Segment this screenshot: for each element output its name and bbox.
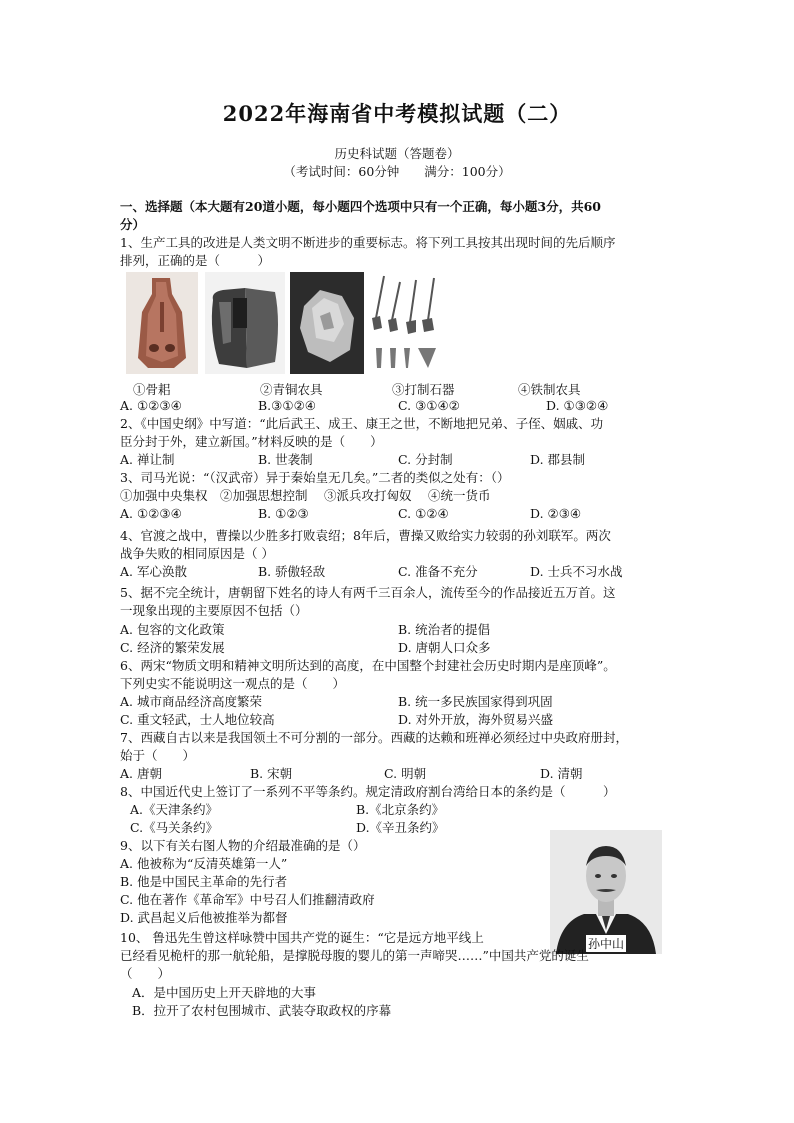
- q5-stem-line1: 5、据不完全统计，唐朝留下姓名的诗人有两千三百余人，流传至今的作品接近五万首。这: [120, 585, 616, 600]
- q4-option-d[interactable]: D. 士兵不习水战: [530, 564, 623, 579]
- section-heading-line1: 一、选择题（本大题有20道小题，每小题四个选项中只有一个正确，每小题3分，共60: [120, 199, 601, 214]
- q1-option-a[interactable]: A. ①②③④: [120, 398, 182, 413]
- q9-option-d[interactable]: D. 武昌起义后他被推举为都督: [120, 910, 288, 925]
- bone-spade-image: [126, 272, 198, 374]
- q2-option-b[interactable]: B. 世袭制: [258, 452, 313, 467]
- q1-stem-line2: 排列，正确的是（ ）: [120, 253, 271, 268]
- portrait-caption: 孙中山: [588, 937, 625, 951]
- q4-stem-line1: 4、官渡之战中，曹操以少胜多打败袁绍；8年后，曹操又败给实力较弱的孙刘联军。两次: [120, 528, 611, 543]
- q1-option-b[interactable]: B.③①②④: [258, 398, 316, 413]
- q8-option-c[interactable]: C.《马关条约》: [130, 820, 219, 835]
- q7-stem-line1: 7、西藏自古以来是我国领土不可分割的一部分。西藏的达赖和班禅必须经过中央政府册封，: [120, 730, 628, 745]
- bronze-tool-image: [205, 272, 285, 374]
- exam-info: （考试时间：60分钟 满分：100分）: [283, 164, 511, 179]
- q2-stem-line2: 臣分封于外，建立新国。”材料反映的是（ ）: [120, 434, 383, 449]
- q6-option-d[interactable]: D. 对外开放，海外贸易兴盛: [398, 712, 554, 727]
- section-heading-line2: 分）: [120, 217, 146, 232]
- q3-option-c[interactable]: C. ①②④: [398, 506, 449, 521]
- q2-option-d[interactable]: D. 郡县制: [530, 452, 586, 467]
- q1-option-c[interactable]: C. ③①④②: [398, 398, 460, 413]
- q7-option-c[interactable]: C. 明朝: [384, 766, 427, 781]
- q5-option-b[interactable]: B. 统治者的提倡: [398, 622, 491, 637]
- q8-option-a[interactable]: A.《天津条约》: [130, 802, 219, 817]
- q10-stem-line3: （ ）: [120, 966, 171, 981]
- q4-option-c[interactable]: C. 准备不充分: [398, 564, 478, 579]
- q10-option-b[interactable]: B．拉开了农村包围城市、武装夺取政权的序幕: [132, 1003, 392, 1018]
- q6-stem-line2: 下列史实不能说明这一观点的是（ ）: [120, 676, 346, 691]
- q4-option-b[interactable]: B. 骄傲轻敌: [258, 564, 326, 579]
- q9-stem-line1: 9、以下有关右图人物的介绍最准确的是（）: [120, 838, 366, 853]
- q7-option-b[interactable]: B. 宋朝: [250, 766, 293, 781]
- stone-tool-image: [290, 272, 364, 374]
- q9-option-b[interactable]: B. 他是中国民主革命的先行者: [120, 874, 288, 889]
- q3-stem-line1: 3、司马光说：“（汉武帝）异于秦始皇无几矣。”二者的类似之处有：（）: [120, 470, 510, 485]
- q1-caption-1: ①骨耜: [133, 382, 171, 397]
- q10-stem-line2: 已经看见桅杆的那一航轮船，是撑脱母腹的婴儿的第一声啼哭……”中国共产党的诞生: [120, 948, 589, 963]
- subject-line: 历史科试题（答题卷）: [334, 146, 460, 161]
- q3-option-b[interactable]: B. ①②③: [258, 506, 309, 521]
- q8-option-b[interactable]: B.《北京条约》: [356, 802, 445, 817]
- q8-stem-line1: 8、中国近代史上签订了一系列不平等条约。规定清政府割台湾给日本的条约是（ ）: [120, 784, 616, 799]
- q1-caption-2: ②青铜农具: [260, 382, 323, 397]
- q1-caption-3: ③打制石器: [392, 382, 455, 397]
- q7-option-a[interactable]: A. 唐朝: [120, 766, 162, 781]
- q5-option-a[interactable]: A. 包容的文化政策: [120, 622, 225, 637]
- q9-option-a[interactable]: A. 他被称为“反清英雄第一人”: [120, 856, 288, 871]
- exam-title: 2022年海南省中考模拟试题（二）: [222, 101, 572, 126]
- q6-option-b[interactable]: B. 统一多民族国家得到巩固: [398, 694, 553, 709]
- q2-stem-line1: 2、《中国史纲》中写道：“此后武王、成王、康王之世，不断地把兄弟、子侄、姻戚、功: [120, 416, 604, 431]
- q8-option-d[interactable]: D.《辛丑条约》: [356, 820, 445, 835]
- q1-caption-4: ④铁制农具: [518, 382, 581, 397]
- q6-option-c[interactable]: C. 重文轻武，士人地位较高: [120, 712, 275, 727]
- q3-stem-line2: ①加强中央集权 ②加强思想控制 ③派兵攻打匈奴 ④统一货币: [120, 488, 491, 503]
- q4-option-a[interactable]: A. 军心涣散: [120, 564, 187, 579]
- q6-option-a[interactable]: A. 城市商品经济高度繁荣: [120, 694, 262, 709]
- q3-option-a[interactable]: A. ①②③④: [120, 506, 182, 521]
- q7-option-d[interactable]: D. 清朝: [540, 766, 583, 781]
- q9-option-c[interactable]: C. 他在著作《革命军》中号召人们推翻清政府: [120, 892, 375, 907]
- q2-option-c[interactable]: C. 分封制: [398, 452, 453, 467]
- q3-option-d[interactable]: D. ②③④: [530, 506, 582, 521]
- iron-tools-image: [370, 272, 442, 374]
- q2-option-a[interactable]: A. 禅让制: [120, 452, 175, 467]
- q1-stem-line1: 1、生产工具的改进是人类文明不断进步的重要标志。将下列工具按其出现时间的先后顺序: [120, 235, 616, 250]
- q6-stem-line1: 6、两宋“物质文明和精神文明所达到的高度，在中国整个封建社会历史时期内是座顶峰”。: [120, 658, 616, 673]
- q5-option-d[interactable]: D. 唐朝人口众多: [398, 640, 491, 655]
- q7-stem-line2: 始于（ ）: [120, 748, 196, 763]
- q5-option-c[interactable]: C. 经济的繁荣发展: [120, 640, 225, 655]
- q10-stem-line1: 10、 鲁迅先生曾这样咏赞中国共产党的诞生：“它是远方地平线上: [120, 930, 484, 945]
- q5-stem-line2: 一现象出现的主要原因不包括（）: [120, 603, 308, 618]
- q4-stem-line2: 战争失败的相同原因是（ ）: [120, 546, 274, 561]
- q10-option-a[interactable]: A．是中国历史上开天辟地的大事: [132, 985, 317, 1000]
- q1-option-d[interactable]: D. ①③②④: [546, 398, 609, 413]
